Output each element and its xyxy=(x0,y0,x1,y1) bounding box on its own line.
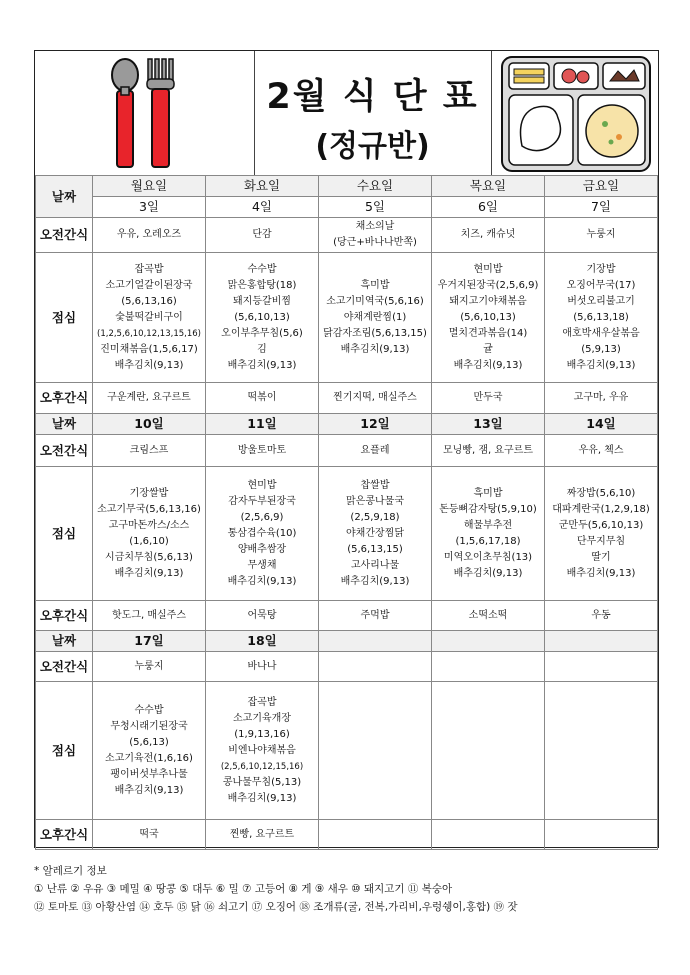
weekday-mon: 월요일 xyxy=(93,176,206,197)
lunch-item: 돈등뼈감자탕(5,9,10) xyxy=(439,503,537,515)
afternoon-snack-cell: 소떡소떡 xyxy=(432,601,545,631)
morning-snack-cell: 누룽지 xyxy=(93,652,206,682)
afternoon-snack-cell: 주먹밥 xyxy=(319,601,432,631)
date-cell: 12일 xyxy=(319,414,432,435)
lunch-item: 돼지고기야채볶음 xyxy=(449,295,527,307)
lunch-item: 닭감자조림(5,6,13,15) xyxy=(323,327,427,339)
date-cell: 7일 xyxy=(545,197,658,218)
lunch-item: (1,5,6,17,18) xyxy=(455,535,521,547)
date-cell xyxy=(432,631,545,652)
lunch-item: 기장쌀밥 xyxy=(129,487,169,499)
lunch-item: 현미밥 xyxy=(473,263,503,275)
afternoon-snack-row xyxy=(36,601,658,631)
morning-snack-cell xyxy=(432,218,545,253)
lunch-item: 배추김치(9,13) xyxy=(114,567,184,579)
lunch-item: 해물부추전 xyxy=(463,519,513,531)
lunch-cell xyxy=(432,682,545,820)
lunch-item: 숯불떡갈비구이 xyxy=(115,311,183,323)
lunch-item: 야채간장찜닭 xyxy=(346,527,404,539)
afternoon-snack-cell: 찐기지떡, 매실주스 xyxy=(319,383,432,414)
lunch-item: 흑미밥 xyxy=(473,487,503,499)
morning-snack-cell: 방울토마토 xyxy=(206,435,319,467)
lunch-item: 맑은콩나물국 xyxy=(346,495,404,507)
morning-snack-label: 오전간식 xyxy=(36,652,93,682)
lunch-item: 소고기무국(5,6,13,16) xyxy=(97,503,201,515)
afternoon-snack-cell xyxy=(545,820,658,850)
logo-area xyxy=(35,51,255,175)
lunch-item: (5,6,10,13) xyxy=(234,311,290,323)
morning-snack-cell xyxy=(319,218,432,253)
morning-snack-cell xyxy=(545,652,658,682)
lunch-label: 점심 xyxy=(36,682,93,820)
lunch-item: 배추김치(9,13) xyxy=(114,359,184,371)
lunch-cell xyxy=(545,467,658,601)
morning-snack-cell: 우유, 첵스 xyxy=(545,435,658,467)
lunch-item: 배추김치(9,13) xyxy=(453,359,523,371)
afternoon-snack-cell: 떡국 xyxy=(93,820,206,850)
lunch-item: 배추김치(9,13) xyxy=(453,567,523,579)
morning-snack-cell: 바나나 xyxy=(206,652,319,682)
morning-snack-cell xyxy=(432,652,545,682)
date-row xyxy=(36,414,658,435)
lunch-item: 야채계란찜(1) xyxy=(343,311,407,323)
lunch-item: 기장밥 xyxy=(586,263,616,275)
lunch-item: 소고기육전(1,6,16) xyxy=(105,752,193,764)
lunch-cell xyxy=(432,253,545,383)
weekday-thu: 목요일 xyxy=(432,176,545,197)
lunch-label: 점심 xyxy=(36,253,93,383)
lunch-item: 딸기 xyxy=(591,551,611,563)
snack-line: 치즈, 캐슈넛 xyxy=(460,229,516,240)
morning-snack-cell xyxy=(93,218,206,253)
lunch-item: (5,6,13) xyxy=(129,736,169,748)
lunch-cell xyxy=(319,253,432,383)
lunch-cell xyxy=(319,467,432,601)
date-row xyxy=(36,197,658,218)
lunch-item: (1,9,13,16) xyxy=(234,728,290,740)
date-cell: 11일 xyxy=(206,414,319,435)
lunch-item: (5,9,13) xyxy=(581,343,621,355)
morning-snack-cell: 요플레 xyxy=(319,435,432,467)
lunch-item: (5,6,13,18) xyxy=(573,311,629,323)
morning-snack-cell: 크림스프 xyxy=(93,435,206,467)
lunch-item: 통삼겹수육(10) xyxy=(227,527,297,539)
lunch-item: 잡곡밥 xyxy=(247,696,277,708)
lunch-cell xyxy=(93,253,206,383)
morning-snack-label: 오전간식 xyxy=(36,435,93,467)
lunch-item: 귤 xyxy=(483,343,493,355)
afternoon-snack-label: 오후간식 xyxy=(36,383,93,414)
lunch-cell xyxy=(206,253,319,383)
lunch-row xyxy=(36,682,658,820)
snack-line: 우유, 오레오즈 xyxy=(116,229,182,240)
lunch-item: 무생채 xyxy=(247,559,277,571)
lunch-cell xyxy=(432,467,545,601)
lunch-item: 배추김치(9,13) xyxy=(227,575,297,587)
lunch-item: (5,6,13,15) xyxy=(347,543,403,555)
snack-line: 누룽지 xyxy=(586,229,616,240)
date-label: 날짜 xyxy=(36,414,93,435)
morning-snack-cell: 모닝빵, 잼, 요구르트 xyxy=(432,435,545,467)
lunch-item: 소고기얼갈이된장국 xyxy=(105,279,193,291)
lunch-cell xyxy=(93,682,206,820)
lunch-item: 찹쌀밥 xyxy=(360,479,390,491)
lunch-item: 흑미밥 xyxy=(360,279,390,291)
weekday-row xyxy=(36,176,658,197)
lunch-cell xyxy=(545,682,658,820)
lunch-item: 고사리나물 xyxy=(350,559,400,571)
date-cell: 18일 xyxy=(206,631,319,652)
lunch-item: 잡곡밥 xyxy=(134,263,164,275)
lunch-item: (1,2,5,6,10,12,13,15,16) xyxy=(97,328,201,339)
date-cell: 3일 xyxy=(93,197,206,218)
menu-table xyxy=(35,175,658,850)
allergy-notes xyxy=(34,862,674,916)
afternoon-snack-cell: 찐빵, 요구르트 xyxy=(206,820,319,850)
afternoon-snack-cell: 구운계란, 요구르트 xyxy=(93,383,206,414)
lunch-item: 미역오이초무침(13) xyxy=(443,551,533,563)
afternoon-snack-cell: 떡볶이 xyxy=(206,383,319,414)
morning-snack-cell xyxy=(545,218,658,253)
lunch-item: 배추김치(9,13) xyxy=(227,359,297,371)
lunch-item: 오이부추무침(5,6) xyxy=(221,327,303,339)
lunch-item: (2,5,6,10,12,15,16) xyxy=(220,761,304,772)
morning-snack-cell xyxy=(206,218,319,253)
lunch-item: (1,6,10) xyxy=(129,535,169,547)
lunch-item: 애호박새우살볶음 xyxy=(562,327,640,339)
lunch-item: (2,5,9,18) xyxy=(350,511,400,523)
date-cell: 6일 xyxy=(432,197,545,218)
date-cell: 4일 xyxy=(206,197,319,218)
date-label: 날짜 xyxy=(36,631,93,652)
lunch-item: 양배추쌈장 xyxy=(237,543,287,555)
lunch-item: 배추김치(9,13) xyxy=(114,784,184,796)
lunch-item: 콩나물무침(5,13) xyxy=(222,776,302,788)
afternoon-snack-cell xyxy=(319,820,432,850)
date-cell: 14일 xyxy=(545,414,658,435)
weekday-tue: 화요일 xyxy=(206,176,319,197)
weekday-wed: 수요일 xyxy=(319,176,432,197)
fork-spoon-icon xyxy=(35,51,254,175)
date-row xyxy=(36,631,658,652)
lunch-item: (5,6,10,13) xyxy=(460,311,516,323)
lunch-item: 소고기미역국(5,6,16) xyxy=(326,295,424,307)
allergy-line: ⑫ 토마토 ⑬ 아황산염 ⑭ 호두 ⑮ 닭 ⑯ 쇠고기 ⑰ 오징어 ⑱ 조개류(굴, 전복,가리비,우렁쉥이,홍합) ⑲ 잣 xyxy=(34,901,518,913)
afternoon-snack-label: 오후간식 xyxy=(36,601,93,631)
lunch-item: 우거지된장국(2,5,6,9) xyxy=(437,279,539,291)
lunch-item: 대파계란국(1,2,9,18) xyxy=(552,503,650,515)
lunch-item: 군만두(5,6,10,13) xyxy=(558,519,644,531)
menu-sheet xyxy=(34,50,659,848)
lunch-item: 버섯오리불고기 xyxy=(567,295,635,307)
lunch-item: 돼지등갈비찜 xyxy=(233,295,291,307)
afternoon-snack-label: 오후간식 xyxy=(36,820,93,850)
date-label: 날짜 xyxy=(36,176,93,218)
morning-snack-row xyxy=(36,652,658,682)
afternoon-snack-cell: 우동 xyxy=(545,601,658,631)
snack-line: (당근+바나나반쪽) xyxy=(333,237,417,248)
lunch-item: 단무지무침 xyxy=(576,535,626,547)
lunch-item: 팽이버섯부추나물 xyxy=(110,768,188,780)
lunch-item: 배추김치(9,13) xyxy=(340,575,410,587)
allergy-line: ① 난류 ② 우유 ③ 메밀 ④ 땅콩 ⑤ 대두 ⑥ 밀 ⑦ 고등어 ⑧ 게 ⑨ 새우 ⑩ 돼지고기 ⑪ 복숭아 xyxy=(34,883,453,895)
lunch-cell xyxy=(206,682,319,820)
date-cell: 10일 xyxy=(93,414,206,435)
afternoon-snack-cell xyxy=(432,820,545,850)
lunch-item: (5,6,13,16) xyxy=(121,295,177,307)
lunch-cell xyxy=(206,467,319,601)
snack-line: 단감 xyxy=(252,229,272,240)
header xyxy=(35,51,657,176)
lunch-cell xyxy=(93,467,206,601)
lunch-item: 배추김치(9,13) xyxy=(566,567,636,579)
lunch-item: 짜장밥(5,6,10) xyxy=(566,487,636,499)
lunch-item: 무청시래기된장국 xyxy=(110,720,188,732)
afternoon-snack-cell: 만두국 xyxy=(432,383,545,414)
snack-line: 채소의날 xyxy=(355,221,395,232)
date-cell: 17일 xyxy=(93,631,206,652)
lunch-item: 현미밥 xyxy=(247,479,277,491)
title-area xyxy=(254,51,491,175)
lunch-item: (2,5,6,9) xyxy=(240,511,284,523)
lunch-label: 점심 xyxy=(36,467,93,601)
lunch-item: 고구마돈까스/소스 xyxy=(108,519,190,531)
page-subtitle: (정규반) xyxy=(315,129,430,164)
afternoon-snack-cell: 어묵탕 xyxy=(206,601,319,631)
morning-snack-label: 오전간식 xyxy=(36,218,93,253)
lunch-item: 비엔나야채볶음 xyxy=(228,744,296,756)
date-cell: 5일 xyxy=(319,197,432,218)
tray-area xyxy=(491,51,658,175)
lunch-cell xyxy=(319,682,432,820)
lunch-item: 감자두부된장국 xyxy=(228,495,296,507)
lunch-item: 맑은홍합탕(18) xyxy=(227,279,297,291)
lunch-row xyxy=(36,253,658,383)
date-cell xyxy=(319,631,432,652)
lunch-row xyxy=(36,467,658,601)
date-cell xyxy=(545,631,658,652)
afternoon-snack-row xyxy=(36,820,658,850)
morning-snack-row xyxy=(36,218,658,253)
meal-tray-icon xyxy=(492,51,658,175)
lunch-item: 진미채볶음(1,5,6,17) xyxy=(100,343,198,355)
afternoon-snack-cell: 핫도그, 매실주스 xyxy=(93,601,206,631)
page-title: 2월 식 단 표 xyxy=(266,77,479,117)
lunch-item: 배추김치(9,13) xyxy=(340,343,410,355)
lunch-item: 수수밥 xyxy=(247,263,277,275)
lunch-item: 멸치견과볶음(14) xyxy=(448,327,528,339)
allergy-heading: * 알레르기 정보 xyxy=(34,865,107,877)
lunch-cell xyxy=(545,253,658,383)
lunch-item: 배추김치(9,13) xyxy=(227,792,297,804)
lunch-item: 소고기육개장 xyxy=(233,712,291,724)
date-cell: 13일 xyxy=(432,414,545,435)
lunch-item: 시금치무침(5,6,13) xyxy=(105,551,193,563)
morning-snack-cell xyxy=(319,652,432,682)
lunch-item: 오징어무국(17) xyxy=(566,279,636,291)
afternoon-snack-cell: 고구마, 우유 xyxy=(545,383,658,414)
lunch-item: 김 xyxy=(257,343,267,355)
morning-snack-row xyxy=(36,435,658,467)
lunch-item: 배추김치(9,13) xyxy=(566,359,636,371)
weekday-fri: 금요일 xyxy=(545,176,658,197)
afternoon-snack-row xyxy=(36,383,658,414)
lunch-item: 수수밥 xyxy=(134,704,164,716)
